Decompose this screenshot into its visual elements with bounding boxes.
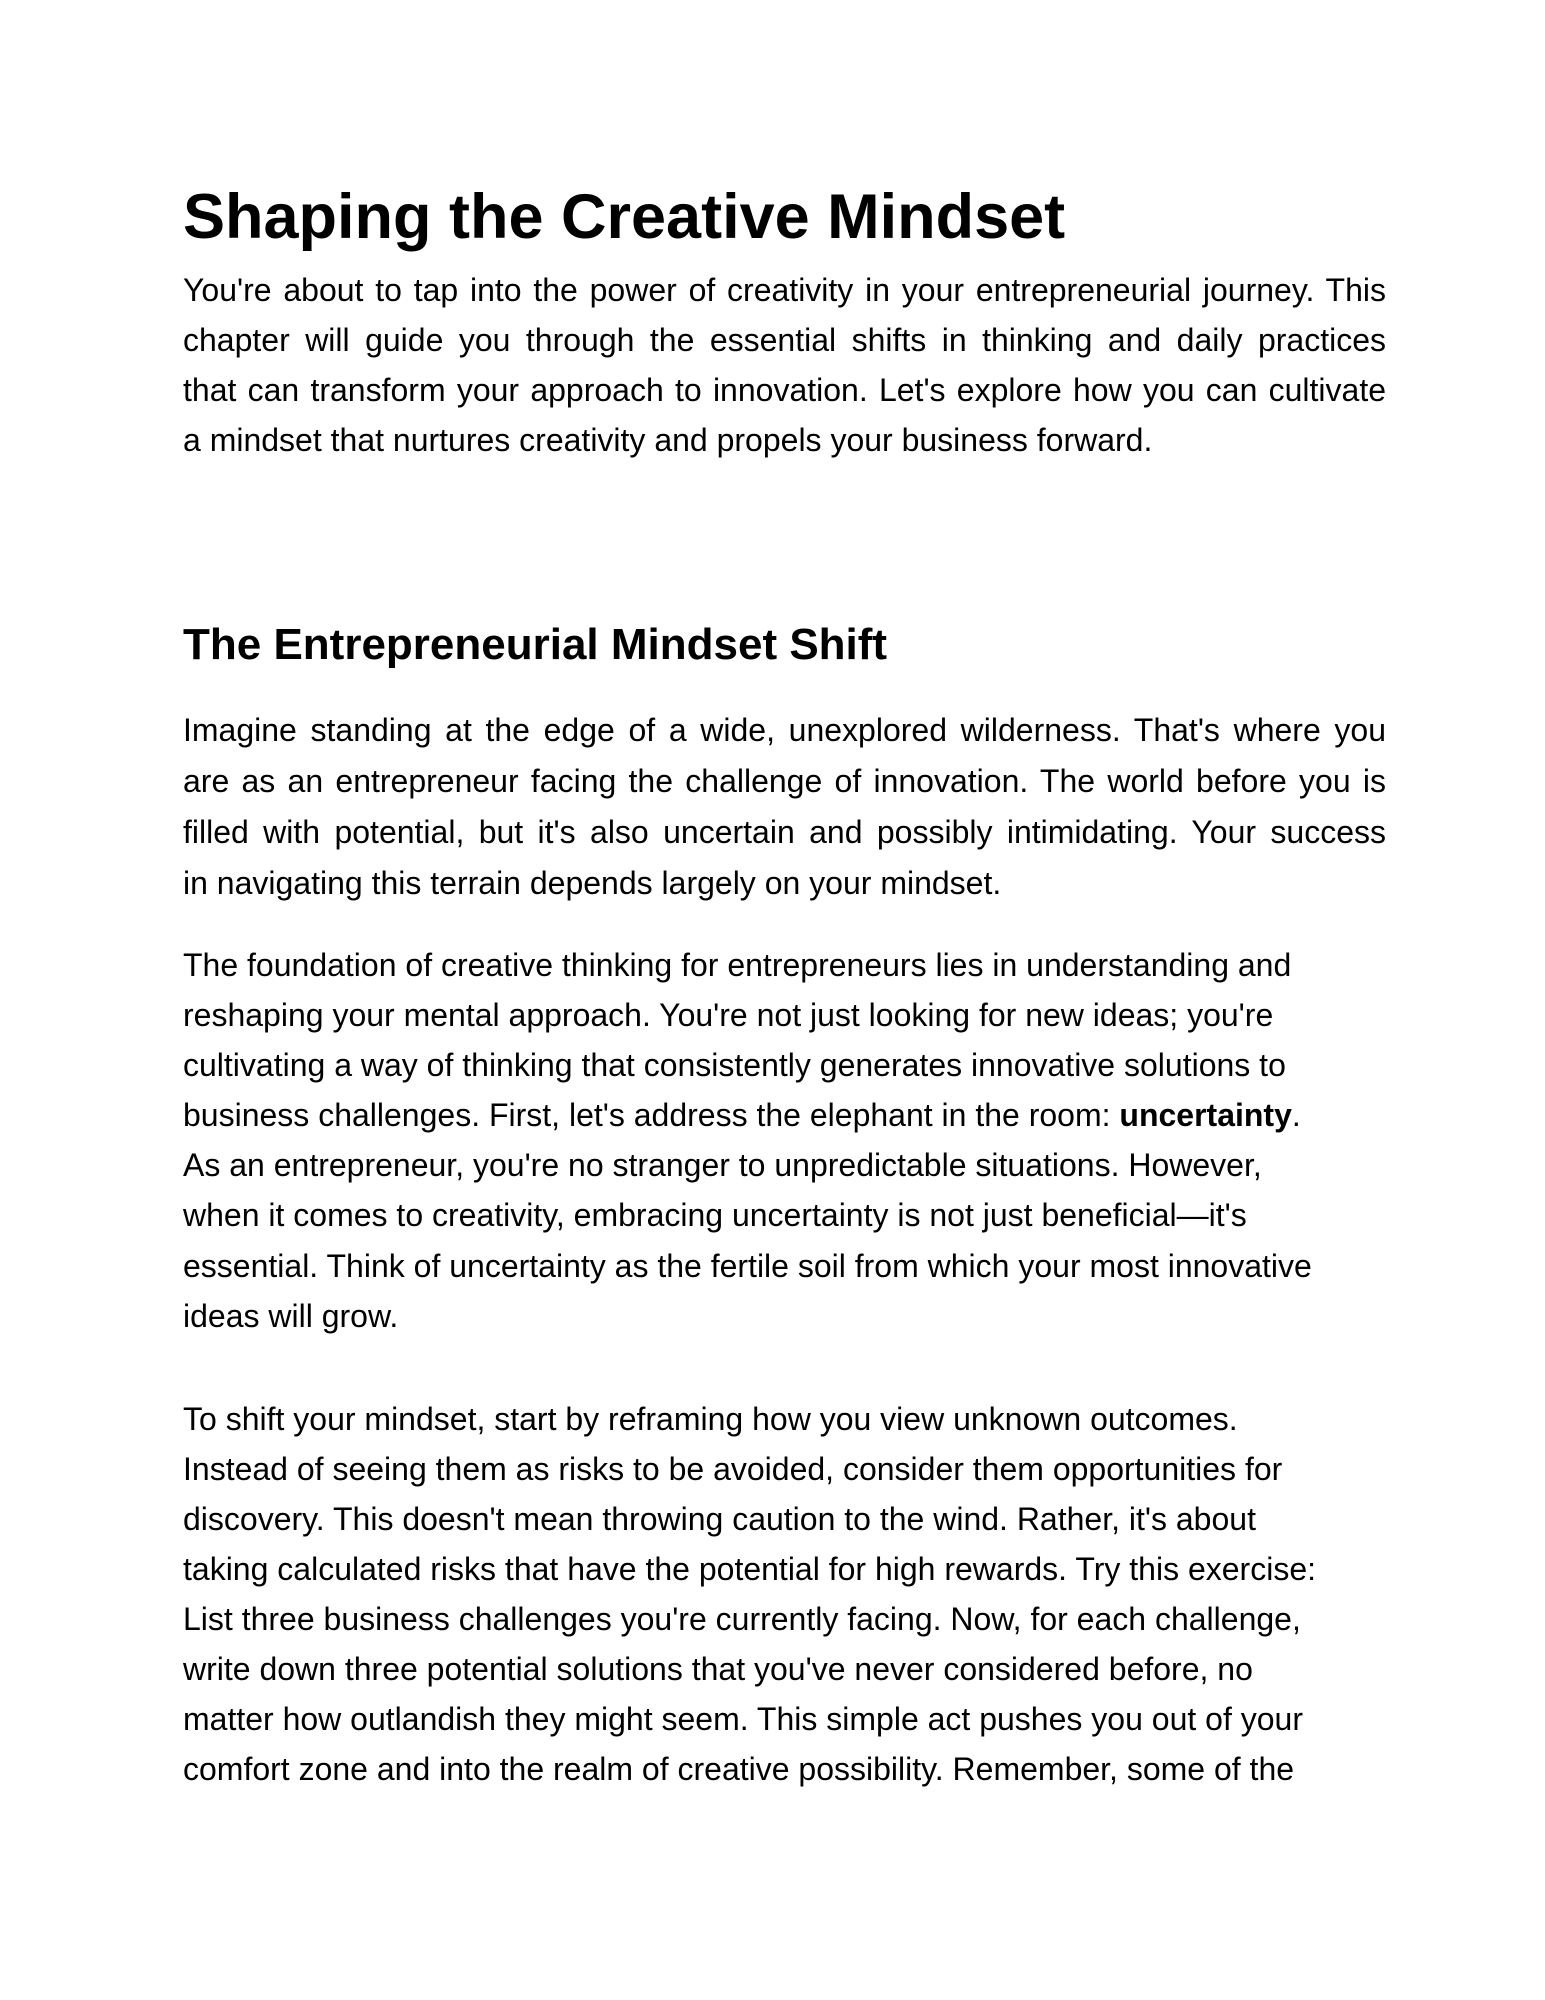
text-line: filled with potential, but it's also uncertain and possibly intimidating. Your success: [183, 814, 1386, 850]
section-paragraph-2: [183, 940, 1386, 1341]
text-line: The foundation of creative thinking for entrepreneurs lies in understanding and: [183, 947, 1292, 983]
text-line: matter how outlandish they might seem. This simple act pushes you out of your: [183, 1701, 1303, 1737]
intro-paragraph: [183, 265, 1386, 465]
text-line: You're about to tap into the power of creativity in your entrepreneurial journey. This: [183, 272, 1386, 308]
text-line: that can transform your approach to innovation. Let's explore how you can cultivate: [183, 372, 1386, 408]
text-line: essential. Think of uncertainty as the fertile soil from which your most innovative: [183, 1247, 1312, 1284]
text-line: To shift your mindset, start by reframing how you view unknown outcomes.: [183, 1401, 1238, 1437]
text-line: comfort zone and into the realm of creative possibility. Remember, some of the: [183, 1751, 1295, 1787]
text-line: are as an entrepreneur facing the challenge of innovation. The world before you is: [183, 763, 1386, 799]
text-line: when it comes to creativity, embracing uncertainty is not just beneficial—it's: [183, 1197, 1247, 1234]
text-line: reshaping your mental approach. You're not just looking for new ideas; you're: [183, 997, 1274, 1034]
page-title: Shaping the Creative Mindset: [183, 182, 1066, 252]
text-line-with-emphasis: [183, 1090, 1386, 1140]
text-line: write down three potential solutions that you've never considered before, no: [183, 1651, 1253, 1687]
text-line: As an entrepreneur, you're no stranger to unpredictable situations. However,: [183, 1147, 1262, 1184]
emphasis-uncertainty: uncertainty: [1119, 1097, 1292, 1134]
text-line: chapter will guide you through the essential shifts in thinking and daily practices: [183, 322, 1386, 358]
text-line: ideas will grow.: [183, 1297, 399, 1334]
text-segment: business challenges. First, let's address the elephant in the room:: [183, 1097, 1120, 1134]
text-line: taking calculated risks that have the potential for high rewards. Try this exercise:: [183, 1551, 1316, 1587]
text-segment: .: [1291, 1097, 1301, 1134]
text-line: a mindset that nurtures creativity and propels your business forward.: [183, 422, 1153, 458]
section-paragraph-1: [183, 705, 1386, 909]
text-line: in navigating this terrain depends largely on your mindset.: [183, 865, 1002, 901]
text-line: discovery. This doesn't mean throwing caution to the wind. Rather, it's about: [183, 1501, 1256, 1537]
section-paragraph-3: [183, 1394, 1386, 1794]
text-line: List three business challenges you're currently facing. Now, for each challenge,: [183, 1601, 1301, 1637]
section-heading: The Entrepreneurial Mindset Shift: [183, 620, 888, 669]
text-line: Imagine standing at the edge of a wide, unexplored wilderness. That's where you: [183, 712, 1386, 748]
text-line: Instead of seeing them as risks to be avoided, consider them opportunities for: [183, 1451, 1283, 1487]
text-line: cultivating a way of thinking that consistently generates innovative solutions to: [183, 1047, 1286, 1084]
